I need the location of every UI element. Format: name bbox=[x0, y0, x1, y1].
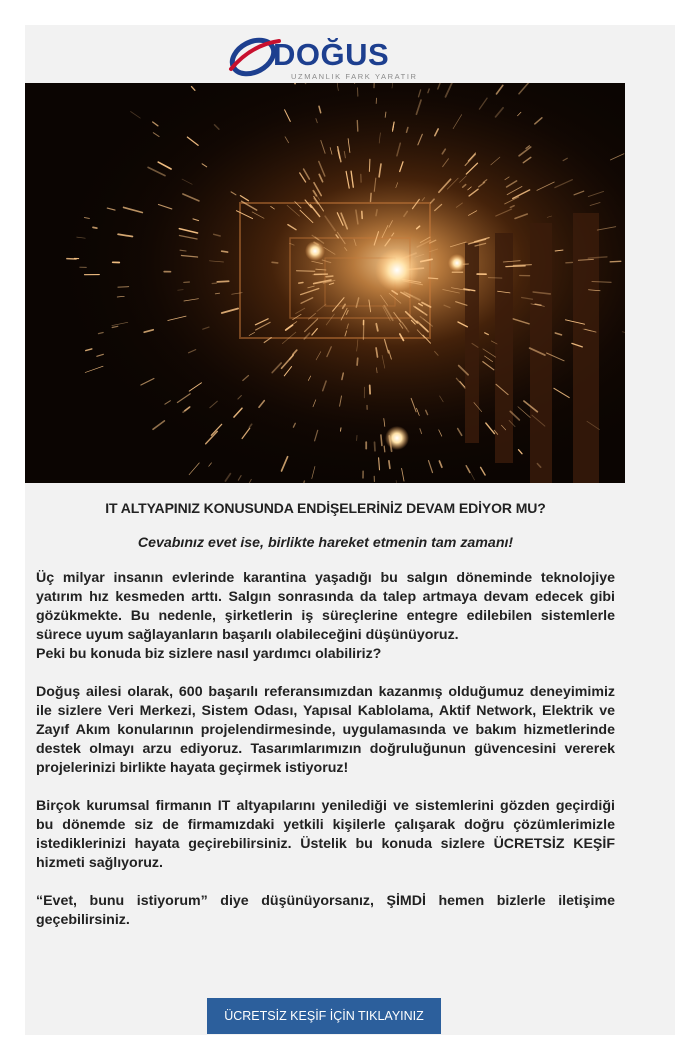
light-streak bbox=[429, 278, 438, 279]
light-streak bbox=[341, 428, 342, 431]
light-streak bbox=[506, 266, 525, 267]
email-body bbox=[36, 499, 615, 949]
free-survey-cta-button[interactable]: ÜCRETSİZ KEŞİF İÇİN TIKLAYINIZ bbox=[207, 998, 441, 1034]
light-streak bbox=[297, 271, 315, 272]
intro-paragraph bbox=[36, 569, 615, 664]
intro-text: Üç milyar insanın evlerinde karantina yaşadığı bu salgın döneminde teknolojiye yatırım hız kesmeden arttı. Salgın sonrasında da talep artmaya devam edecek gibi gözükmekte. Bu nedenle, şirketlerin iş süreçlerine entegre edilebilen sistemlerle sürece uyum sağlayanların başarılı olabileceğini düşünüyoruz. bbox=[36, 570, 615, 643]
main-heading: IT ALTYAPINIZ KONUSUNDA ENDİŞELERİNİZ DEVAM EDİYOR MU? bbox=[105, 500, 546, 516]
light-streak bbox=[384, 446, 385, 452]
dogus-logo[interactable] bbox=[225, 31, 475, 83]
light-streak bbox=[375, 442, 376, 451]
sub-heading: Cevabınız evet ise, birlikte hareket etmenin tam zamanı! bbox=[137, 535, 514, 551]
logo-tagline: UZMANLIK FARK YARATIR bbox=[291, 72, 418, 81]
light-streak bbox=[381, 435, 382, 446]
light-streak bbox=[488, 278, 501, 279]
light-streak bbox=[217, 281, 228, 282]
contact-paragraph: “Evet, bunu istiyorum” diye düşünüyorsanız, ŞİMDİ hemen bizlerle iletişime geçebilirsiniz. bbox=[36, 893, 615, 928]
offer-paragraph: Birçok kurumsal firmanın IT altyapılarını yenilediği ve sistemlerini gözden geçirdiği bu dönemde siz de firmamızdaki yetkili kişilerle çalışarak doğru çözümlerimizle istediklerinizi hayata geçirebilirsiniz. Üstelik bu konuda sizlere ÜCRETSİZ KEŞİF hizmeti sağlıyoruz. bbox=[36, 798, 615, 871]
light-streak bbox=[389, 461, 390, 469]
light-streak bbox=[357, 121, 358, 132]
light-streak bbox=[371, 193, 372, 201]
light-streak bbox=[93, 227, 97, 228]
light-streak bbox=[326, 276, 333, 277]
light-streak bbox=[610, 261, 621, 262]
light-streak bbox=[272, 262, 278, 263]
hero-light-tunnel-image bbox=[25, 83, 625, 483]
light-streak bbox=[357, 358, 358, 365]
light-streak bbox=[178, 290, 184, 291]
experience-paragraph: Doğuş ailesi olarak, 600 başarılı referansımızdan kazanmış olduğumuz deneyimimiz ile sizlere Veri Merkezi, Sistem Odası, Yapısal Kablolama, Aktif Network, Elektrik ve Zayıf Akım konularının projelendirmesinde, uygulamasında ve bakım hizmetlerinde destek olmayı arzu ediyoruz. Tasarımlarımızın doğruluğunun güvencesini vererek projelerinizi birlikte hayata geçirmek istiyoruz! bbox=[36, 684, 615, 776]
light-streak bbox=[222, 251, 228, 252]
intro-question: Peki bu konuda biz sizlere nasıl yardımcı olabiliriz? bbox=[36, 646, 382, 662]
logo-swoosh-icon bbox=[227, 33, 280, 80]
logo-wordmark: DOĞUS bbox=[273, 37, 390, 72]
email-card bbox=[25, 25, 675, 1035]
light-streak bbox=[369, 159, 370, 171]
light-streak bbox=[118, 287, 129, 288]
light-streak bbox=[299, 283, 303, 284]
light-streak bbox=[376, 210, 377, 216]
